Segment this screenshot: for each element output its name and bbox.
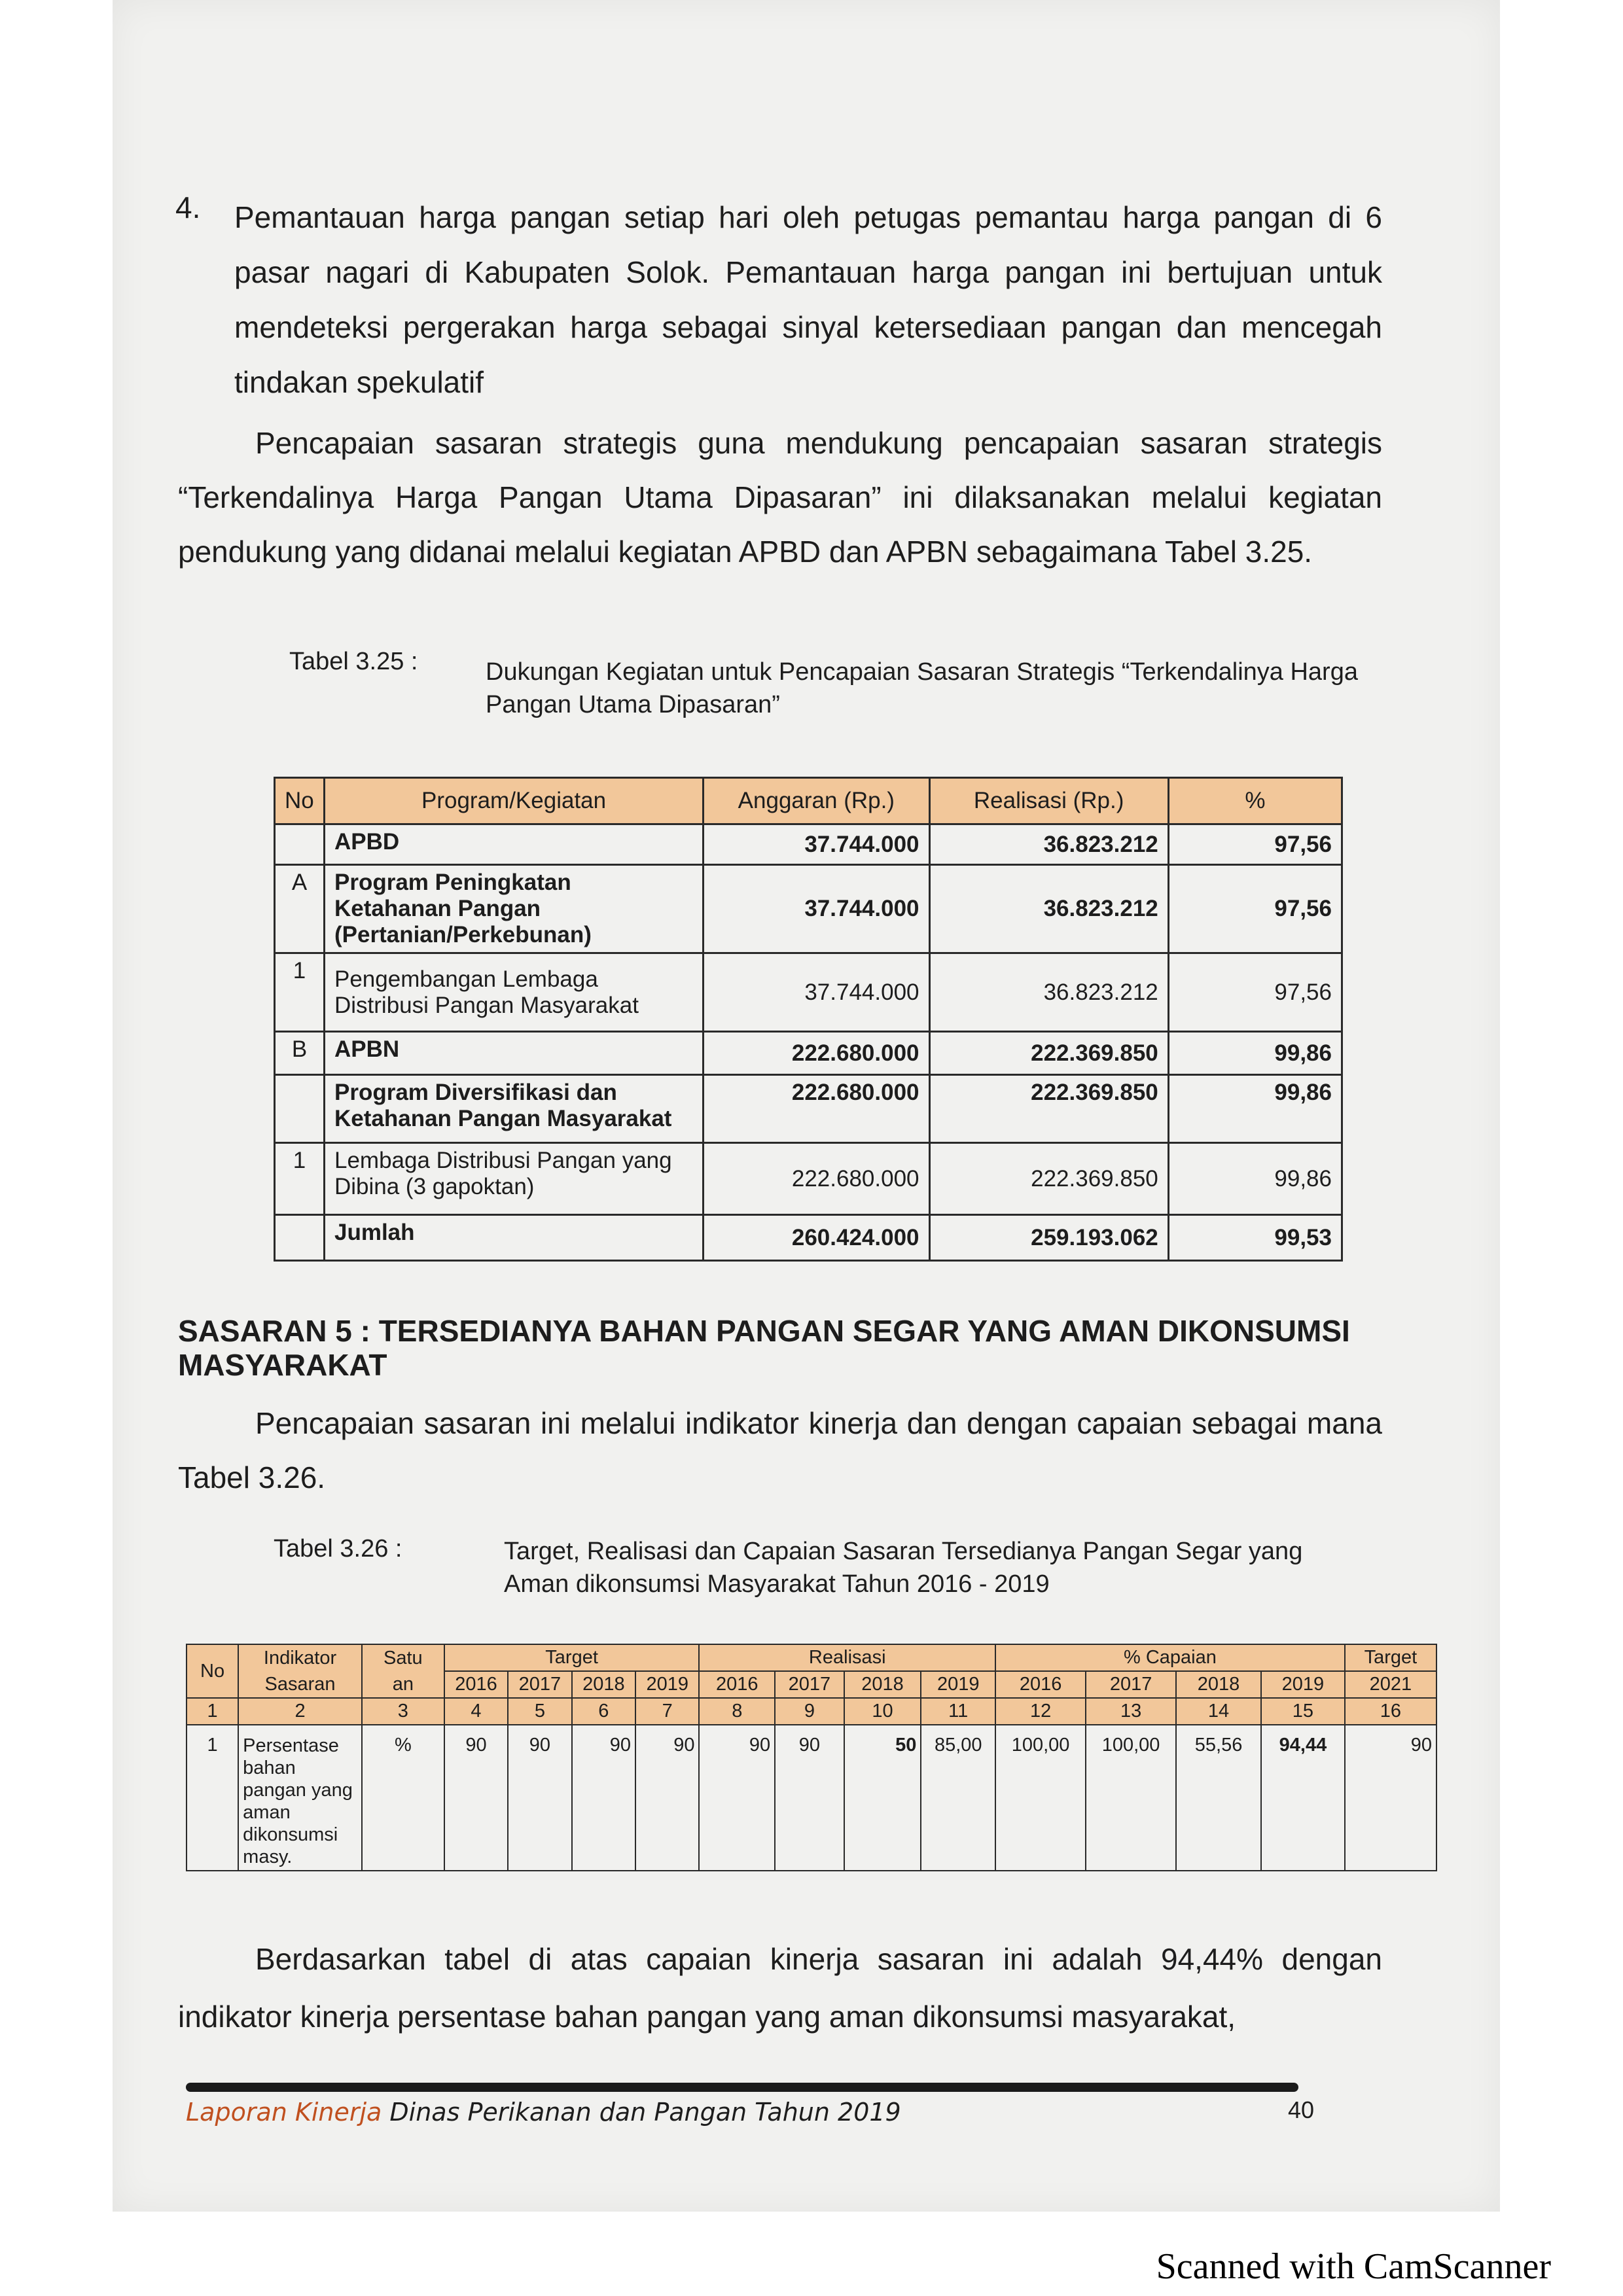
footer-rule — [186, 2083, 1298, 2092]
cell-target-2021: 90 — [1345, 1725, 1436, 1871]
cell-program: Program Diversifikasi dan Ketahanan Pangan Masyarakat — [324, 1075, 703, 1143]
year-header: 2018 — [572, 1671, 635, 1698]
index-cell: 1 — [187, 1698, 238, 1725]
table2-caption: Target, Realisasi dan Capaian Sasaran Tersedianya Pangan Segar yang Aman dikonsumsi Masyarakat Tahun 2016 - 2019 — [504, 1538, 1303, 1598]
year-header: 2019 — [921, 1671, 995, 1698]
scanner-watermark: Scanned with CamScanner — [1156, 2246, 1551, 2287]
cell-realisasi: 222.369.850 — [929, 1143, 1168, 1215]
year-header: 2016 — [699, 1671, 775, 1698]
table-row — [275, 1032, 1342, 1075]
index-cell: 14 — [1176, 1698, 1261, 1725]
col-header-anggaran: Anggaran (Rp.) — [704, 778, 929, 824]
cell-realisasi: 36.823.212 — [929, 865, 1168, 953]
cell-persen: 99,86 — [1168, 1143, 1342, 1215]
year-header: 2017 — [775, 1671, 844, 1698]
table-row — [275, 1143, 1342, 1215]
col-header-realisasi: Realisasi (Rp.) — [929, 778, 1168, 824]
year-header: 2021 — [1345, 1671, 1436, 1698]
cell-realisasi: 222.369.850 — [929, 1032, 1168, 1075]
cell-persen: 99,86 — [1168, 1032, 1342, 1075]
cell-realisasi-2017: 90 — [775, 1725, 844, 1871]
cell-program: APBN — [324, 1032, 703, 1075]
cell-anggaran: 37.744.000 — [704, 824, 929, 865]
index-row — [187, 1698, 1436, 1725]
cell-program: Lembaga Distribusi Pangan yang Dibina (3 gapoktan) — [324, 1143, 703, 1215]
col-header-satuan-2: an — [362, 1671, 444, 1698]
cell-no: 1 — [187, 1725, 238, 1871]
cell-anggaran: 222.680.000 — [704, 1143, 929, 1215]
col-header-capaian: % Capaian — [995, 1644, 1345, 1671]
col-header-indikator-2: Sasaran — [238, 1671, 362, 1698]
col-header-no: No — [275, 778, 325, 824]
table-3-25 — [274, 777, 1343, 1262]
list-item-text: Pemantauan harga pangan setiap hari oleh petugas pemantau harga pangan di 6 pasar nagari di Kabupaten Solok. Pemantauan harga pangan ini bertujuan untuk mendeteksi pergerakan harga sebagai sinyal ketersediaan pangan dan mencegah tindakan spekulatif — [234, 200, 1382, 399]
table-row-total — [275, 1215, 1342, 1261]
year-header: 2018 — [844, 1671, 921, 1698]
index-cell: 5 — [508, 1698, 571, 1725]
index-cell: 6 — [572, 1698, 635, 1725]
year-header: 2016 — [995, 1671, 1086, 1698]
table1-caption: Dukungan Kegiatan untuk Pencapaian Sasaran Strategis “Terkendalinya Harga Pangan Utama Dipasaran” — [486, 658, 1358, 718]
index-cell: 4 — [444, 1698, 508, 1725]
col-header-realisasi: Realisasi — [699, 1644, 995, 1671]
cell-anggaran: 37.744.000 — [704, 865, 929, 953]
table-row — [275, 824, 1342, 865]
cell-anggaran: 222.680.000 — [704, 1032, 929, 1075]
cell-capaian-2019: 94,44 — [1261, 1725, 1345, 1871]
index-cell: 8 — [699, 1698, 775, 1725]
year-header: 2018 — [1176, 1671, 1261, 1698]
table1-label: Tabel 3.25 : — [289, 648, 418, 675]
cell-anggaran: 260.424.000 — [704, 1215, 929, 1261]
cell-indikator: Persentase bahan pangan yang aman dikonsumsi masy. — [238, 1725, 362, 1871]
index-cell: 13 — [1086, 1698, 1176, 1725]
table-row — [187, 1725, 1436, 1871]
cell-anggaran: 37.744.000 — [704, 953, 929, 1032]
col-header-satuan: Satu — [362, 1644, 444, 1671]
table-row — [275, 865, 1342, 953]
col-header-program: Program/Kegiatan — [324, 778, 703, 824]
index-cell: 9 — [775, 1698, 844, 1725]
cell-realisasi: 36.823.212 — [929, 824, 1168, 865]
col-header-target: Target — [444, 1644, 700, 1671]
col-header-target-2021: Target — [1345, 1644, 1436, 1671]
cell-realisasi-2019: 85,00 — [921, 1725, 995, 1871]
footer-accent: Laporan Kinerja — [186, 2098, 382, 2127]
index-cell: 11 — [921, 1698, 995, 1725]
cell-program: Jumlah — [324, 1215, 703, 1261]
footer-rest: Dinas Perikanan dan Pangan Tahun 2019 — [382, 2098, 901, 2127]
cell-target-2016: 90 — [444, 1725, 508, 1871]
page-number: 40 — [1288, 2096, 1315, 2123]
index-cell: 16 — [1345, 1698, 1436, 1725]
cell-no — [275, 1215, 325, 1261]
index-cell: 12 — [995, 1698, 1086, 1725]
cell-program: Pengembangan Lembaga Distribusi Pangan Masyarakat — [324, 953, 703, 1032]
paragraph-3: Berdasarkan tabel di atas capaian kinerja sasaran ini adalah 94,44% dengan indikator kinerja persentase bahan pangan yang aman dikonsumsi masyarakat, — [178, 1942, 1382, 2034]
cell-persen: 97,56 — [1168, 824, 1342, 865]
cell-program: Program Peningkatan Ketahanan Pangan (Pertanian/Perkebunan) — [324, 865, 703, 953]
year-header: 2016 — [444, 1671, 508, 1698]
cell-satuan: % — [362, 1725, 444, 1871]
table-row — [275, 1075, 1342, 1143]
table2-label: Tabel 3.26 : — [274, 1535, 402, 1563]
year-header: 2017 — [508, 1671, 571, 1698]
cell-no: 1 — [275, 953, 325, 1032]
cell-no — [275, 824, 325, 865]
cell-no: B — [275, 1032, 325, 1075]
cell-target-2017: 90 — [508, 1725, 571, 1871]
cell-anggaran: 222.680.000 — [704, 1075, 929, 1143]
col-header-indikator: Indikator — [238, 1644, 362, 1671]
paragraph-2: Pencapaian sasaran ini melalui indikator kinerja dan dengan capaian sebagai mana Tabel 3.26. — [178, 1406, 1382, 1494]
col-header-persen: % — [1168, 778, 1342, 824]
cell-target-2019: 90 — [635, 1725, 699, 1871]
table-row — [275, 953, 1342, 1032]
cell-no — [275, 1075, 325, 1143]
cell-persen: 99,86 — [1168, 1075, 1342, 1143]
year-header: 2019 — [1261, 1671, 1345, 1698]
cell-capaian-2016: 100,00 — [995, 1725, 1086, 1871]
year-header: 2019 — [635, 1671, 699, 1698]
index-cell: 15 — [1261, 1698, 1345, 1725]
paragraph-1: Pencapaian sasaran strategis guna mendukung pencapaian sasaran strategis “Terkendalinya Harga Pangan Utama Dipasaran” ini dilaksanakan melalui kegiatan pendukung yang didanai melalui kegiatan APBD dan APBN sebagaimana Tabel 3.25. — [178, 426, 1382, 569]
cell-program: APBD — [324, 824, 703, 865]
cell-realisasi: 222.369.850 — [929, 1075, 1168, 1143]
col-header-no: No — [187, 1644, 238, 1698]
footer-title — [186, 2098, 901, 2127]
cell-no: 1 — [275, 1143, 325, 1215]
cell-realisasi: 36.823.212 — [929, 953, 1168, 1032]
cell-capaian-2017: 100,00 — [1086, 1725, 1176, 1871]
section-heading: SASARAN 5 : TERSEDIANYA BAHAN PANGAN SEGAR YANG AMAN DIKONSUMSI MASYARAKAT — [178, 1314, 1350, 1382]
index-cell: 3 — [362, 1698, 444, 1725]
cell-no: A — [275, 865, 325, 953]
cell-persen: 97,56 — [1168, 953, 1342, 1032]
cell-persen: 99,53 — [1168, 1215, 1342, 1261]
year-header: 2017 — [1086, 1671, 1176, 1698]
cell-realisasi-2016: 90 — [699, 1725, 775, 1871]
index-cell: 2 — [238, 1698, 362, 1725]
cell-realisasi: 259.193.062 — [929, 1215, 1168, 1261]
table-3-26 — [186, 1644, 1437, 1871]
index-cell: 10 — [844, 1698, 921, 1725]
list-number: 4. — [175, 190, 201, 224]
index-cell: 7 — [635, 1698, 699, 1725]
cell-target-2018: 90 — [572, 1725, 635, 1871]
cell-persen: 97,56 — [1168, 865, 1342, 953]
cell-capaian-2018: 55,56 — [1176, 1725, 1261, 1871]
cell-realisasi-2018: 50 — [844, 1725, 921, 1871]
